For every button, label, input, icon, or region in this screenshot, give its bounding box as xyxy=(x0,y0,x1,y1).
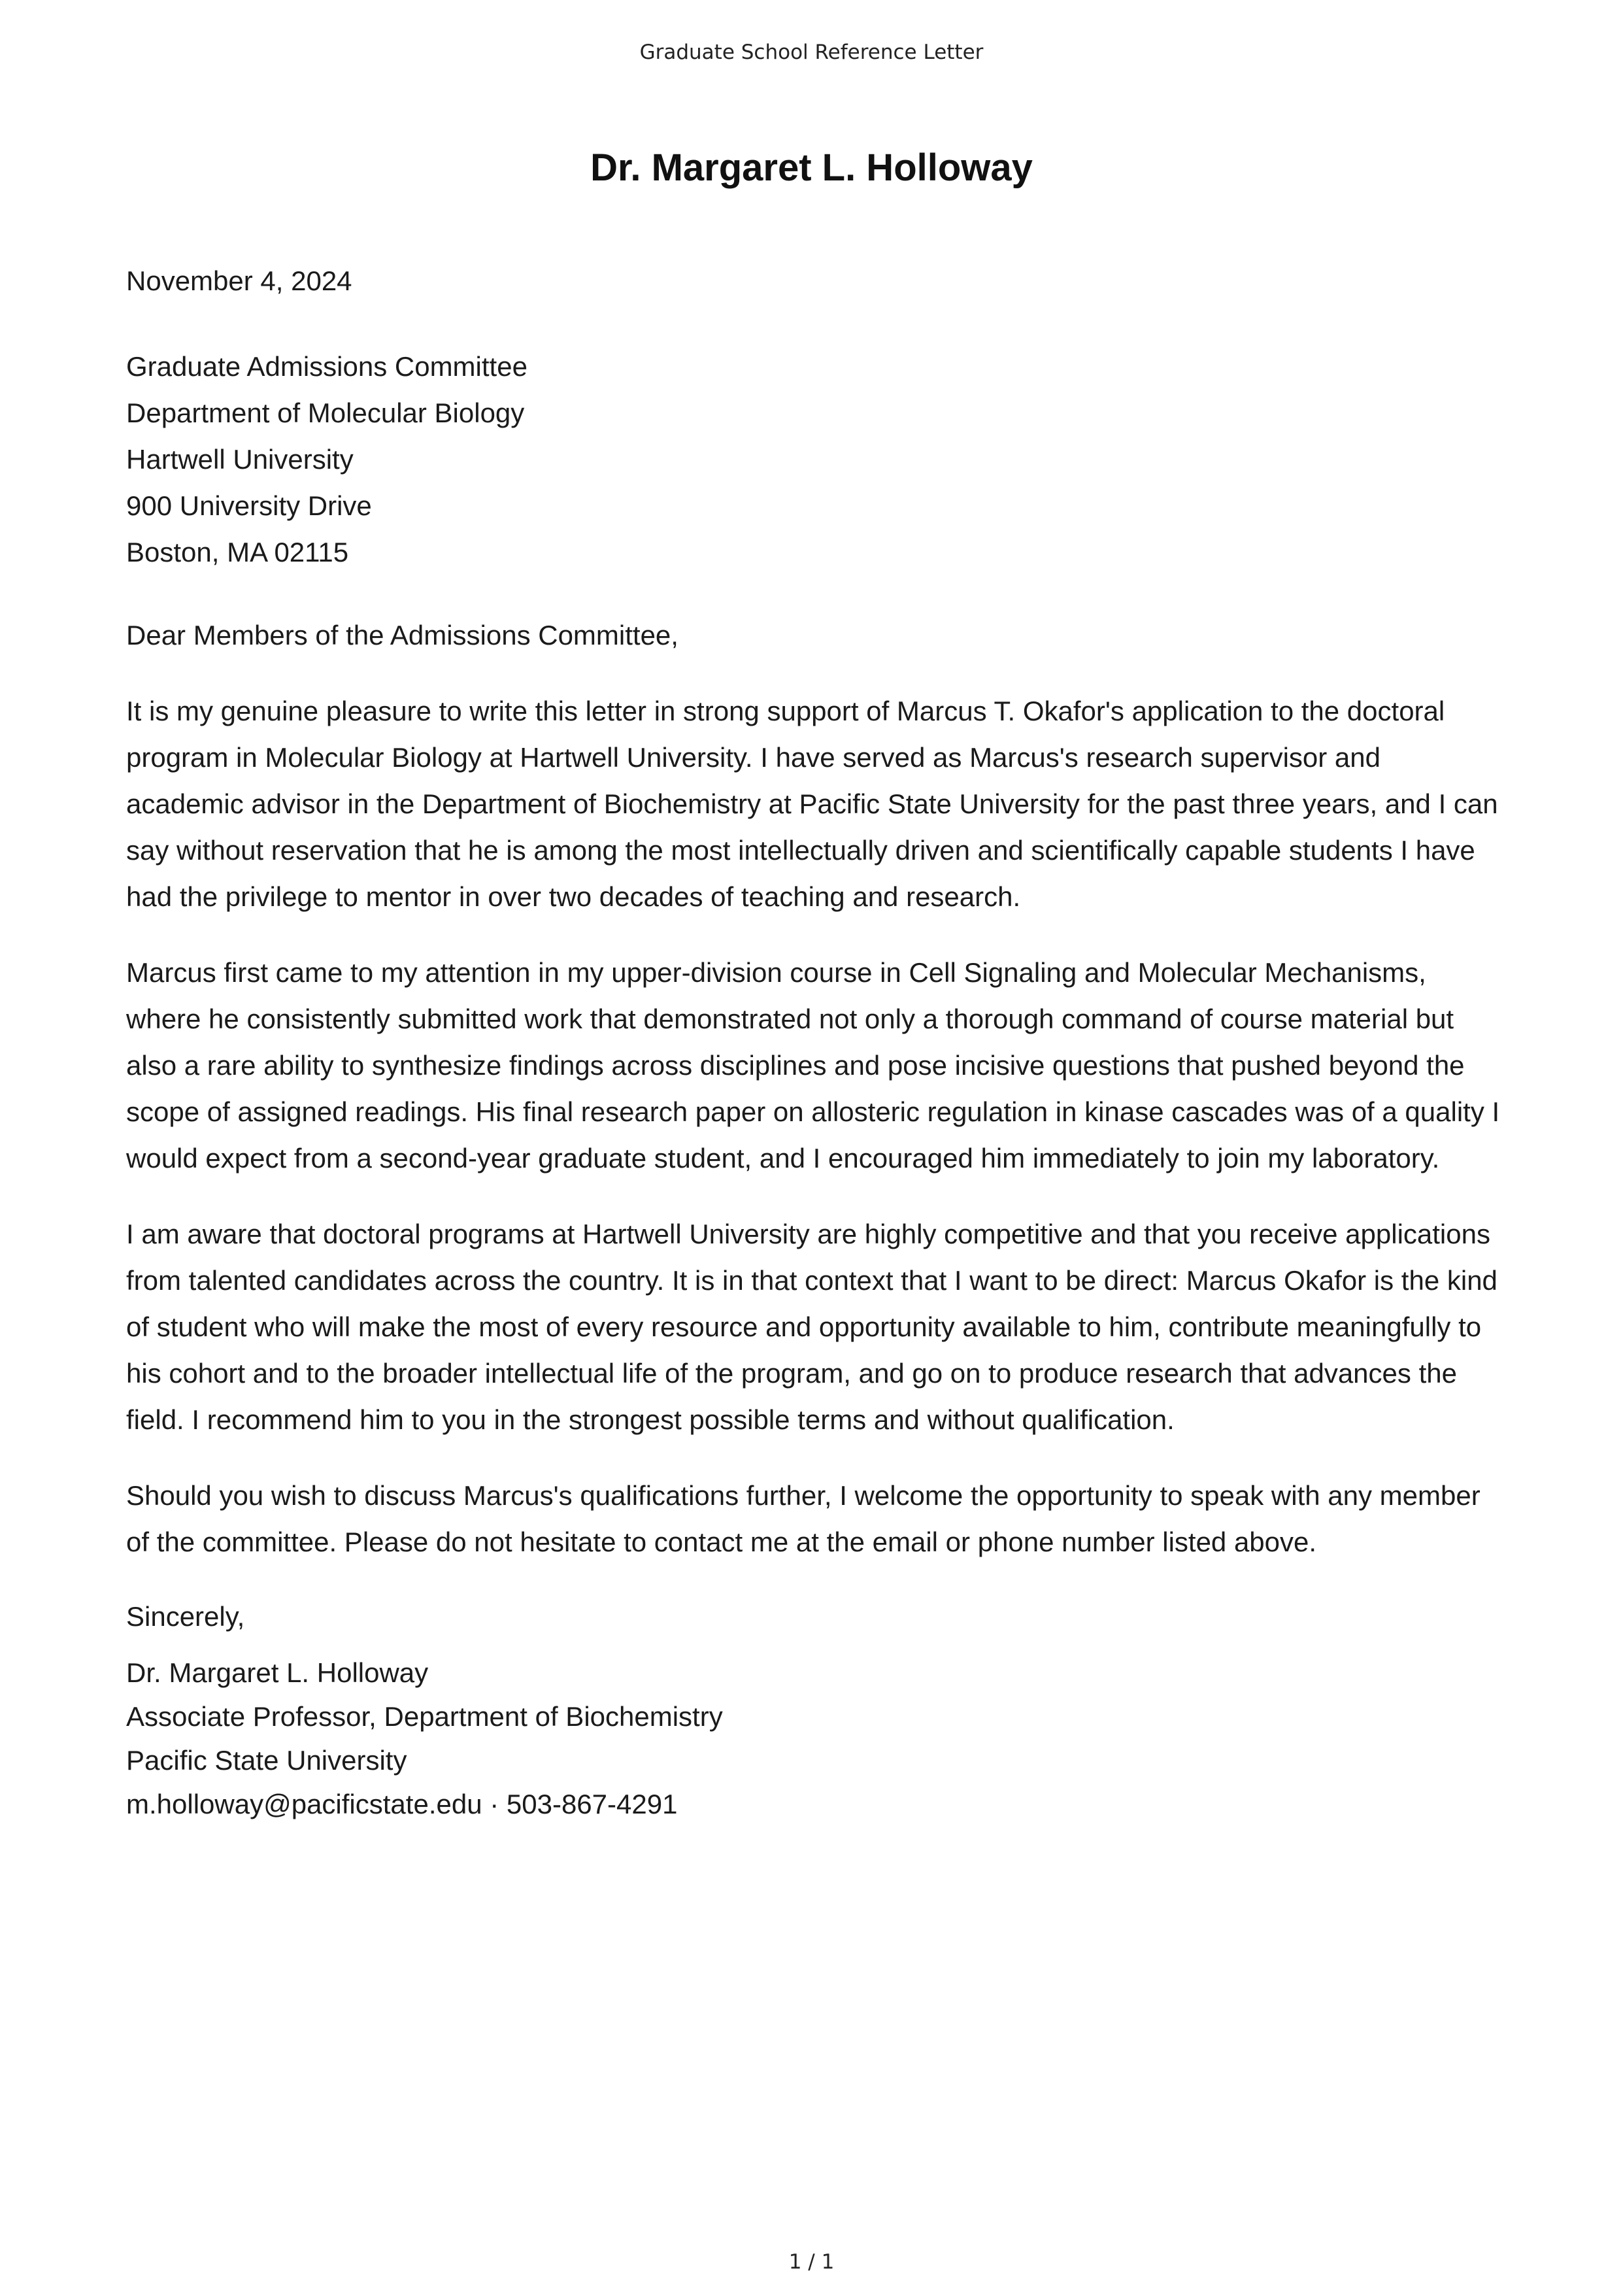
body-paragraph: It is my genuine pleasure to write this letter in strong support of Marcus T. Okafor's application to the doctoral program in Molecular Biology at Hartwell University. I have served as Marcus's research supervisor and academic advisor in the Department of Biochemistry at Pacific State University for the past three years, and I can say without reservation that he is among the most intellectually driven and scientifically capable students I have had the privilege to mentor in over two decades of teaching and research. xyxy=(126,696,1498,912)
signature-title: Associate Professor, Department of Biochemistry xyxy=(126,1701,723,1732)
body-paragraph: I am aware that doctoral programs at Hartwell University are highly competitive and that you receive applications from talented candidates across the country. It is in that context that I want to be direct: Marcus Okafor is the kind of student who will make the most of every resource and opportunity available to him, contribute meaningfully to his cohort and to the broader intellectual life of the program, and go on to produce research that advances the field. I recommend him to you in the strongest possible terms and without qualification. xyxy=(126,1219,1498,1435)
letter-content xyxy=(126,258,1505,1826)
signature-contact: m.holloway@pacificstate.edu · 503-867-4291 xyxy=(126,1789,678,1819)
page-number: 1 / 1 xyxy=(788,2250,835,2274)
recipient-line: Boston, MA 02115 xyxy=(126,537,349,567)
letter-author-heading: Dr. Margaret L. Holloway xyxy=(590,146,1033,189)
body-paragraph: Should you wish to discuss Marcus's qualifications further, I welcome the opportunity to speak with any member of the committee. Please do not hesitate to contact me at the email or phone number listed above. xyxy=(126,1480,1481,1557)
recipient-line: Hartwell University xyxy=(126,444,354,475)
signature-name: Dr. Margaret L. Holloway xyxy=(126,1657,429,1688)
recipient-line: Department of Molecular Biology xyxy=(126,397,525,428)
closing: Sincerely, xyxy=(126,1601,245,1632)
salutation: Dear Members of the Admissions Committee, xyxy=(126,620,678,650)
signature-block xyxy=(126,1651,1505,1826)
recipient-line: 900 University Drive xyxy=(126,490,372,521)
signature-institution: Pacific State University xyxy=(126,1745,407,1776)
page-running-header: Graduate School Reference Letter xyxy=(639,41,984,64)
letter-date: November 4, 2024 xyxy=(126,265,352,296)
body-paragraph: Marcus first came to my attention in my upper-division course in Cell Signaling and Molecular Mechanisms, where he consistently submitted work that demonstrated not only a thorough command of course material but also a rare ability to synthesize findings across disciplines and pose incisive questions that pushed beyond the scope of assigned readings. His final research paper on allosteric regulation in kinase cascades was of a quality I would expect from a second-year graduate student, and I encouraged him immediately to join my laboratory. xyxy=(126,957,1500,1173)
recipient-address-block xyxy=(126,343,1505,575)
recipient-line: Graduate Admissions Committee xyxy=(126,351,527,382)
